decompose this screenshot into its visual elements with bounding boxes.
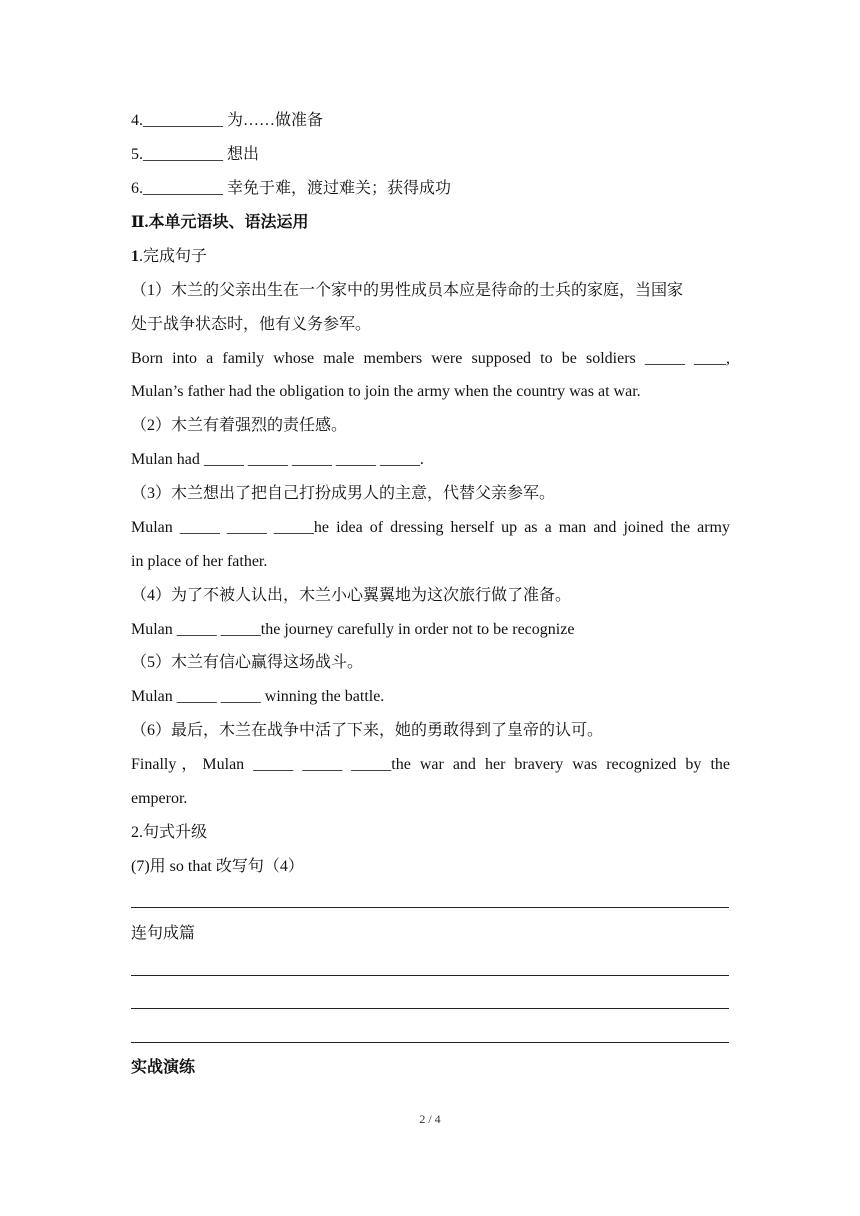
sentence-5-chinese: （5）木兰有信心赢得这场战斗。 xyxy=(131,654,364,671)
sentence-5-english: Mulan _____ _____ winning the battle. xyxy=(131,688,385,705)
answer-line-3 xyxy=(131,1008,729,1009)
sentence-6-chinese: （6）最后，木兰在战争中活了下来，她的勇敢得到了皇帝的认可。 xyxy=(131,722,604,739)
sentence-4-chinese: （4）为了不被人认出，木兰小心翼翼地为这次旅行做了准备。 xyxy=(131,587,572,604)
answer-line-1 xyxy=(131,907,729,908)
sentence-4-english: Mulan _____ _____the journey carefully in order not to be recognize xyxy=(131,621,575,638)
subheading-sentence-upgrade: 2.句式升级 xyxy=(131,824,208,841)
sentence-3-english-line-2: in place of her father. xyxy=(131,553,268,570)
page-number: 2 / 4 xyxy=(419,1112,441,1126)
sentence-1-english-line-1: Born into a family whose male members were supposed to be soldiers _____ ____, xyxy=(131,350,730,367)
vocab-item-4: 4.__________ 为……做准备 xyxy=(131,112,324,129)
sentence-1-chinese-line-2: 处于战争状态时，他有义务参军。 xyxy=(131,316,372,333)
answer-line-4 xyxy=(131,1042,729,1043)
sentence-1-english-line-2: Mulan’s father had the obligation to join the army when the country was at war. xyxy=(131,383,641,400)
sentence-3-chinese: （3）木兰想出了把自己打扮成男人的主意，代替父亲参军。 xyxy=(131,485,556,502)
vocab-item-5: 5.__________ 想出 xyxy=(131,146,260,163)
answer-line-2 xyxy=(131,975,729,976)
subheading-combine-passage: 连句成篇 xyxy=(131,925,196,942)
sentence-3-english-line-1: Mulan _____ _____ _____he idea of dressing herself up as a man and joined the army xyxy=(131,519,730,536)
sentence-6-english-line-1: Finally，Mulan _____ _____ _____the war and her bravery was recognized by the xyxy=(131,756,730,773)
sentence-6-english-line-2: emperor. xyxy=(131,790,188,807)
section-heading-chunks-grammar: Ⅱ.本单元语块、语法运用 xyxy=(131,214,309,231)
sentence-2-chinese: （2）木兰有着强烈的责任感。 xyxy=(131,417,348,434)
subheading-number: 1 xyxy=(131,248,139,265)
sentence-1-chinese-line-1: （1）木兰的父亲出生在一个家中的男性成员本应是待命的士兵的家庭，当国家 xyxy=(131,282,684,299)
section-heading-practice: 实战演练 xyxy=(131,1059,196,1076)
sentence-2-english: Mulan had _____ _____ _____ _____ _____. xyxy=(131,451,424,468)
subheading-complete-sentences xyxy=(131,246,730,268)
document-page xyxy=(131,0,730,1216)
vocab-item-6: 6.__________ 幸免于难，渡过难关；获得成功 xyxy=(131,180,452,197)
subheading-text: .完成句子 xyxy=(139,248,208,265)
upgrade-prompt: (7)用 so that 改写句（4） xyxy=(131,858,304,875)
